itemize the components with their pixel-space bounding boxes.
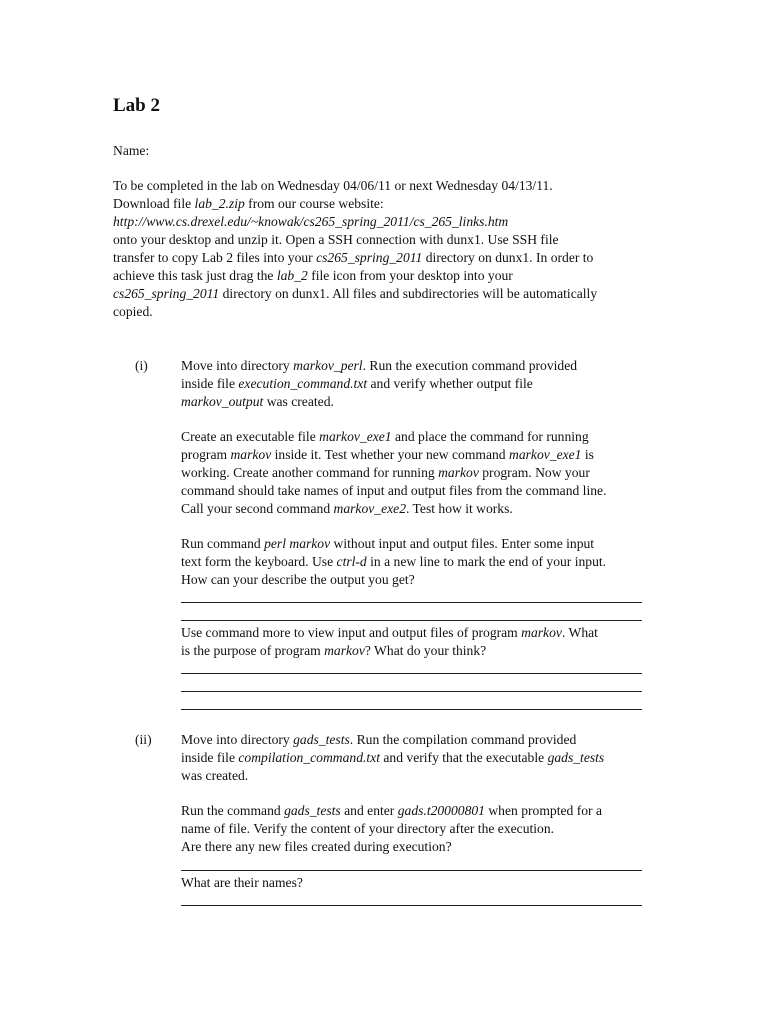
text: directory on dunx1. In order to xyxy=(422,250,594,265)
text: transfer to copy Lab 2 files into your xyxy=(113,250,317,265)
text: . Run the compilation command provided xyxy=(349,732,577,747)
text: and verify that the executable xyxy=(379,750,548,765)
text-line xyxy=(181,375,661,393)
section-i-paragraph-3 xyxy=(181,535,661,589)
text-line: What are their names? xyxy=(181,875,303,890)
text: program xyxy=(181,447,231,462)
text: in a new line to mark the end of your input. xyxy=(366,554,607,569)
text-line: Are there any new files created during execution? xyxy=(181,839,452,854)
text: when prompted for a xyxy=(484,803,602,818)
text: . Run the execution command provided xyxy=(362,358,578,373)
section-ii-paragraph-3 xyxy=(181,874,661,892)
text-line xyxy=(181,624,661,642)
text: Run command xyxy=(181,536,265,551)
text: Run the command xyxy=(181,803,285,818)
section-i-paragraph-4 xyxy=(181,624,661,660)
page-title: Lab 2 xyxy=(113,95,160,116)
filename-text: compilation_command.txt xyxy=(238,750,380,765)
intro-line xyxy=(113,249,673,267)
text-line xyxy=(181,642,661,660)
text: achieve this task just drag the xyxy=(113,268,277,283)
text-line: was created. xyxy=(181,768,249,783)
answer-line[interactable] xyxy=(181,709,642,710)
text: and enter xyxy=(340,803,398,818)
text-line xyxy=(181,535,661,553)
text: is the purpose of program xyxy=(181,643,325,658)
text: Create an executable file xyxy=(181,429,320,444)
filename-text: markov_exe1 xyxy=(509,447,582,462)
intro-line xyxy=(113,267,673,285)
directory-text: markov_perl xyxy=(293,358,363,373)
text-line xyxy=(181,500,661,518)
text: Move into directory xyxy=(181,732,294,747)
text: inside file xyxy=(181,376,239,391)
section-i-paragraph-2 xyxy=(181,428,661,518)
text: . Test how it works. xyxy=(406,501,513,516)
text: program. Now your xyxy=(478,465,590,480)
section-ii-paragraph-2 xyxy=(181,802,661,856)
answer-line[interactable] xyxy=(181,602,642,603)
text-line xyxy=(181,393,661,411)
section-ii-paragraph-1 xyxy=(181,731,661,785)
command-text: perl markov xyxy=(264,536,331,551)
answer-line[interactable] xyxy=(181,691,642,692)
intro-line: To be completed in the lab on Wednesday 04/06/11 or next Wednesday 04/13/11. xyxy=(113,178,553,193)
text: text form the keyboard. Use xyxy=(181,554,337,569)
filename-text: markov_exe1 xyxy=(319,429,392,444)
filename-text: markov_output xyxy=(181,394,264,409)
text: Move into directory xyxy=(181,358,294,373)
text-line xyxy=(181,553,661,571)
text-line xyxy=(181,464,661,482)
filename-text: markov_exe2 xyxy=(333,501,406,516)
program-text: markov xyxy=(324,643,365,658)
program-text: markov xyxy=(230,447,272,462)
text: without input and output files. Enter some input xyxy=(330,536,595,551)
directory-text: cs265_spring_2011 xyxy=(316,250,423,265)
intro-line: copied. xyxy=(113,304,153,319)
text-line: How can your describe the output you get? xyxy=(181,572,415,587)
section-i-paragraph-1 xyxy=(181,357,661,411)
directory-text: gads_tests xyxy=(293,732,350,747)
answer-line[interactable] xyxy=(181,870,642,871)
text: Use command more to view input and output files of program xyxy=(181,625,522,640)
text: inside file xyxy=(181,750,239,765)
program-text: gads_tests xyxy=(284,803,341,818)
key-combo-text: ctrl-d xyxy=(336,554,367,569)
filename-text: lab_2.zip xyxy=(194,196,245,211)
intro-paragraph xyxy=(113,177,673,321)
text-line xyxy=(181,802,661,820)
name-label: Name: xyxy=(113,143,150,158)
course-url: http://www.cs.drexel.edu/~knowak/cs265_spring_2011/cs_265_links.htm xyxy=(113,214,509,229)
text-line xyxy=(181,731,661,749)
answer-line[interactable] xyxy=(181,905,642,906)
text-line xyxy=(181,357,661,375)
filename-text: lab_2 xyxy=(276,268,308,283)
intro-line: onto your desktop and unzip it. Open a SSH connection with dunx1. Use SSH file xyxy=(113,232,559,247)
section-label-ii: (ii) xyxy=(135,732,152,747)
intro-line xyxy=(113,285,673,303)
text: was created. xyxy=(263,394,334,409)
text: inside it. Test whether your new command xyxy=(271,447,510,462)
text: file icon from your desktop into your xyxy=(307,268,513,283)
intro-line xyxy=(113,195,673,213)
text-line xyxy=(181,446,661,464)
text: Call your second command xyxy=(181,501,334,516)
directory-text: cs265_spring_2011 xyxy=(113,286,220,301)
text: directory on dunx1. All files and subdirectories will be automatically xyxy=(219,286,598,301)
text-line xyxy=(181,428,661,446)
text-line xyxy=(181,749,661,767)
answer-line[interactable] xyxy=(181,620,642,621)
text-line: command should take names of input and output files from the command line. xyxy=(181,483,607,498)
text: from our course website: xyxy=(244,196,384,211)
text: working. Create another command for running xyxy=(181,465,439,480)
text: Download file xyxy=(113,196,195,211)
text: and verify whether output file xyxy=(367,376,533,391)
text: and place the command for running xyxy=(391,429,589,444)
filename-text: execution_command.txt xyxy=(238,376,368,391)
text: ? What do your think? xyxy=(364,643,487,658)
program-text: gads_tests xyxy=(547,750,605,765)
answer-line[interactable] xyxy=(181,673,642,674)
program-text: markov xyxy=(438,465,479,480)
text-line: name of file. Verify the content of your directory after the execution. xyxy=(181,821,555,836)
program-text: markov xyxy=(521,625,562,640)
section-label-i: (i) xyxy=(135,358,148,373)
text: is xyxy=(581,447,594,462)
text: . What xyxy=(561,625,598,640)
filename-text: gads.t20000801 xyxy=(397,803,485,818)
